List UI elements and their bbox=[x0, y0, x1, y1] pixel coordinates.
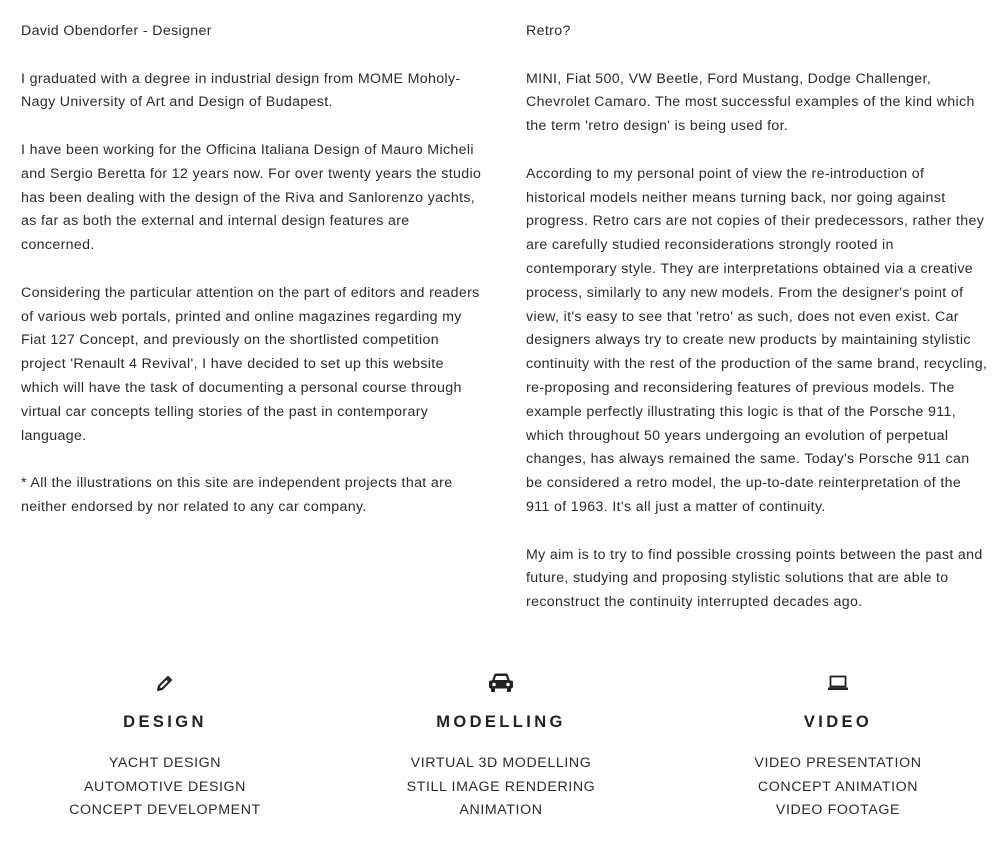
laptop-icon bbox=[673, 670, 998, 696]
service-list bbox=[0, 752, 330, 823]
disclaimer-note: * All the illustrations on this site are independent projects that are neither endorsed by nor related to any car company. bbox=[21, 475, 453, 515]
retro-paragraph: According to my personal point of view the re-introduction of historical models neither means turning back, nor going against progress. Retro cars are not copies of their predecessors, rather they are carefully studied reconsiderations strongly rooted in contemporary style. They are interpretations obtained via a creative process, similarly to any new models. From the designer's point of view, it's easy to see that 'retro' as such, does not even exist. Car designers always try to create new products by maintaining stylistic continuity with the rest of the production of the same brand, recycling, re-proposing and reconsidering features of previous models. The example perfectly illustrating this logic is that of the Porsche 911, which throughout 50 years undergoing an evolution of perpetual changes, has always remained the same. Today's Porsche 911 can be considered a retro model, the up-to-date reinterpretation of the 911 of 1963. It's all just a matter of continuity. bbox=[526, 165, 988, 515]
service-design bbox=[0, 670, 330, 823]
service-item: ANIMATION bbox=[459, 802, 543, 819]
service-item: AUTOMOTIVE DESIGN bbox=[83, 778, 247, 795]
service-item: VIDEO FOOTAGE bbox=[775, 802, 901, 819]
about-paragraph: I have been working for the Officina Italiana Design of Mauro Micheli and Sergio Beretta for 12 years now. For over twenty years the studio has been dealing with the design of the Riva and Sanlorenzo yachts, as far as both the external and internal design features are concerned. bbox=[21, 141, 482, 254]
service-list bbox=[673, 752, 998, 823]
text-columns bbox=[0, 20, 998, 630]
about-paragraph: Considering the particular attention on the part of editors and readers of various web portals, printed and online magazines regarding my Fiat 127 Concept, and previously on the shortlisted competition project 'Renault 4 Revival', I have decided to set up this website which will have the task of documenting a personal course through virtual car concepts telling stories of the past in contemporary language. bbox=[21, 284, 480, 444]
service-item: CONCEPT ANIMATION bbox=[757, 778, 919, 795]
car-icon bbox=[336, 670, 666, 696]
service-modelling bbox=[336, 670, 666, 823]
about-title: David Obendorfer - Designer bbox=[21, 23, 212, 39]
retro-title: Retro? bbox=[526, 23, 571, 39]
service-list bbox=[336, 752, 666, 823]
service-item: STILL IMAGE RENDERING bbox=[406, 778, 596, 795]
retro-paragraph: MINI, Fiat 500, VW Beetle, Ford Mustang, Dodge Challenger, Chevrolet Camaro. The most successful examples of the kind which the term 'retro design' is being used for. bbox=[526, 70, 975, 135]
service-item: CONCEPT DEVELOPMENT bbox=[69, 802, 261, 819]
retro-column bbox=[526, 20, 988, 639]
service-item: VIRTUAL 3D MODELLING bbox=[410, 755, 592, 771]
service-video bbox=[673, 670, 998, 823]
about-column bbox=[21, 20, 483, 544]
retro-paragraph: My aim is to try to find possible crossing points between the past and future, studying and proposing stylistic solutions that are able to reconstruct the continuity interrupted decades ago. bbox=[526, 546, 983, 611]
service-title: VIDEO bbox=[803, 713, 873, 731]
service-title: MODELLING bbox=[436, 713, 566, 731]
services-section bbox=[0, 670, 998, 842]
service-item: VIDEO PRESENTATION bbox=[754, 755, 922, 771]
service-title: DESIGN bbox=[123, 713, 207, 731]
about-paragraph: I graduated with a degree in industrial design from MOME Moholy-Nagy University of Art and Design of Budapest. bbox=[21, 70, 461, 111]
pencil-icon bbox=[0, 670, 330, 696]
service-item: YACHT DESIGN bbox=[108, 755, 222, 771]
